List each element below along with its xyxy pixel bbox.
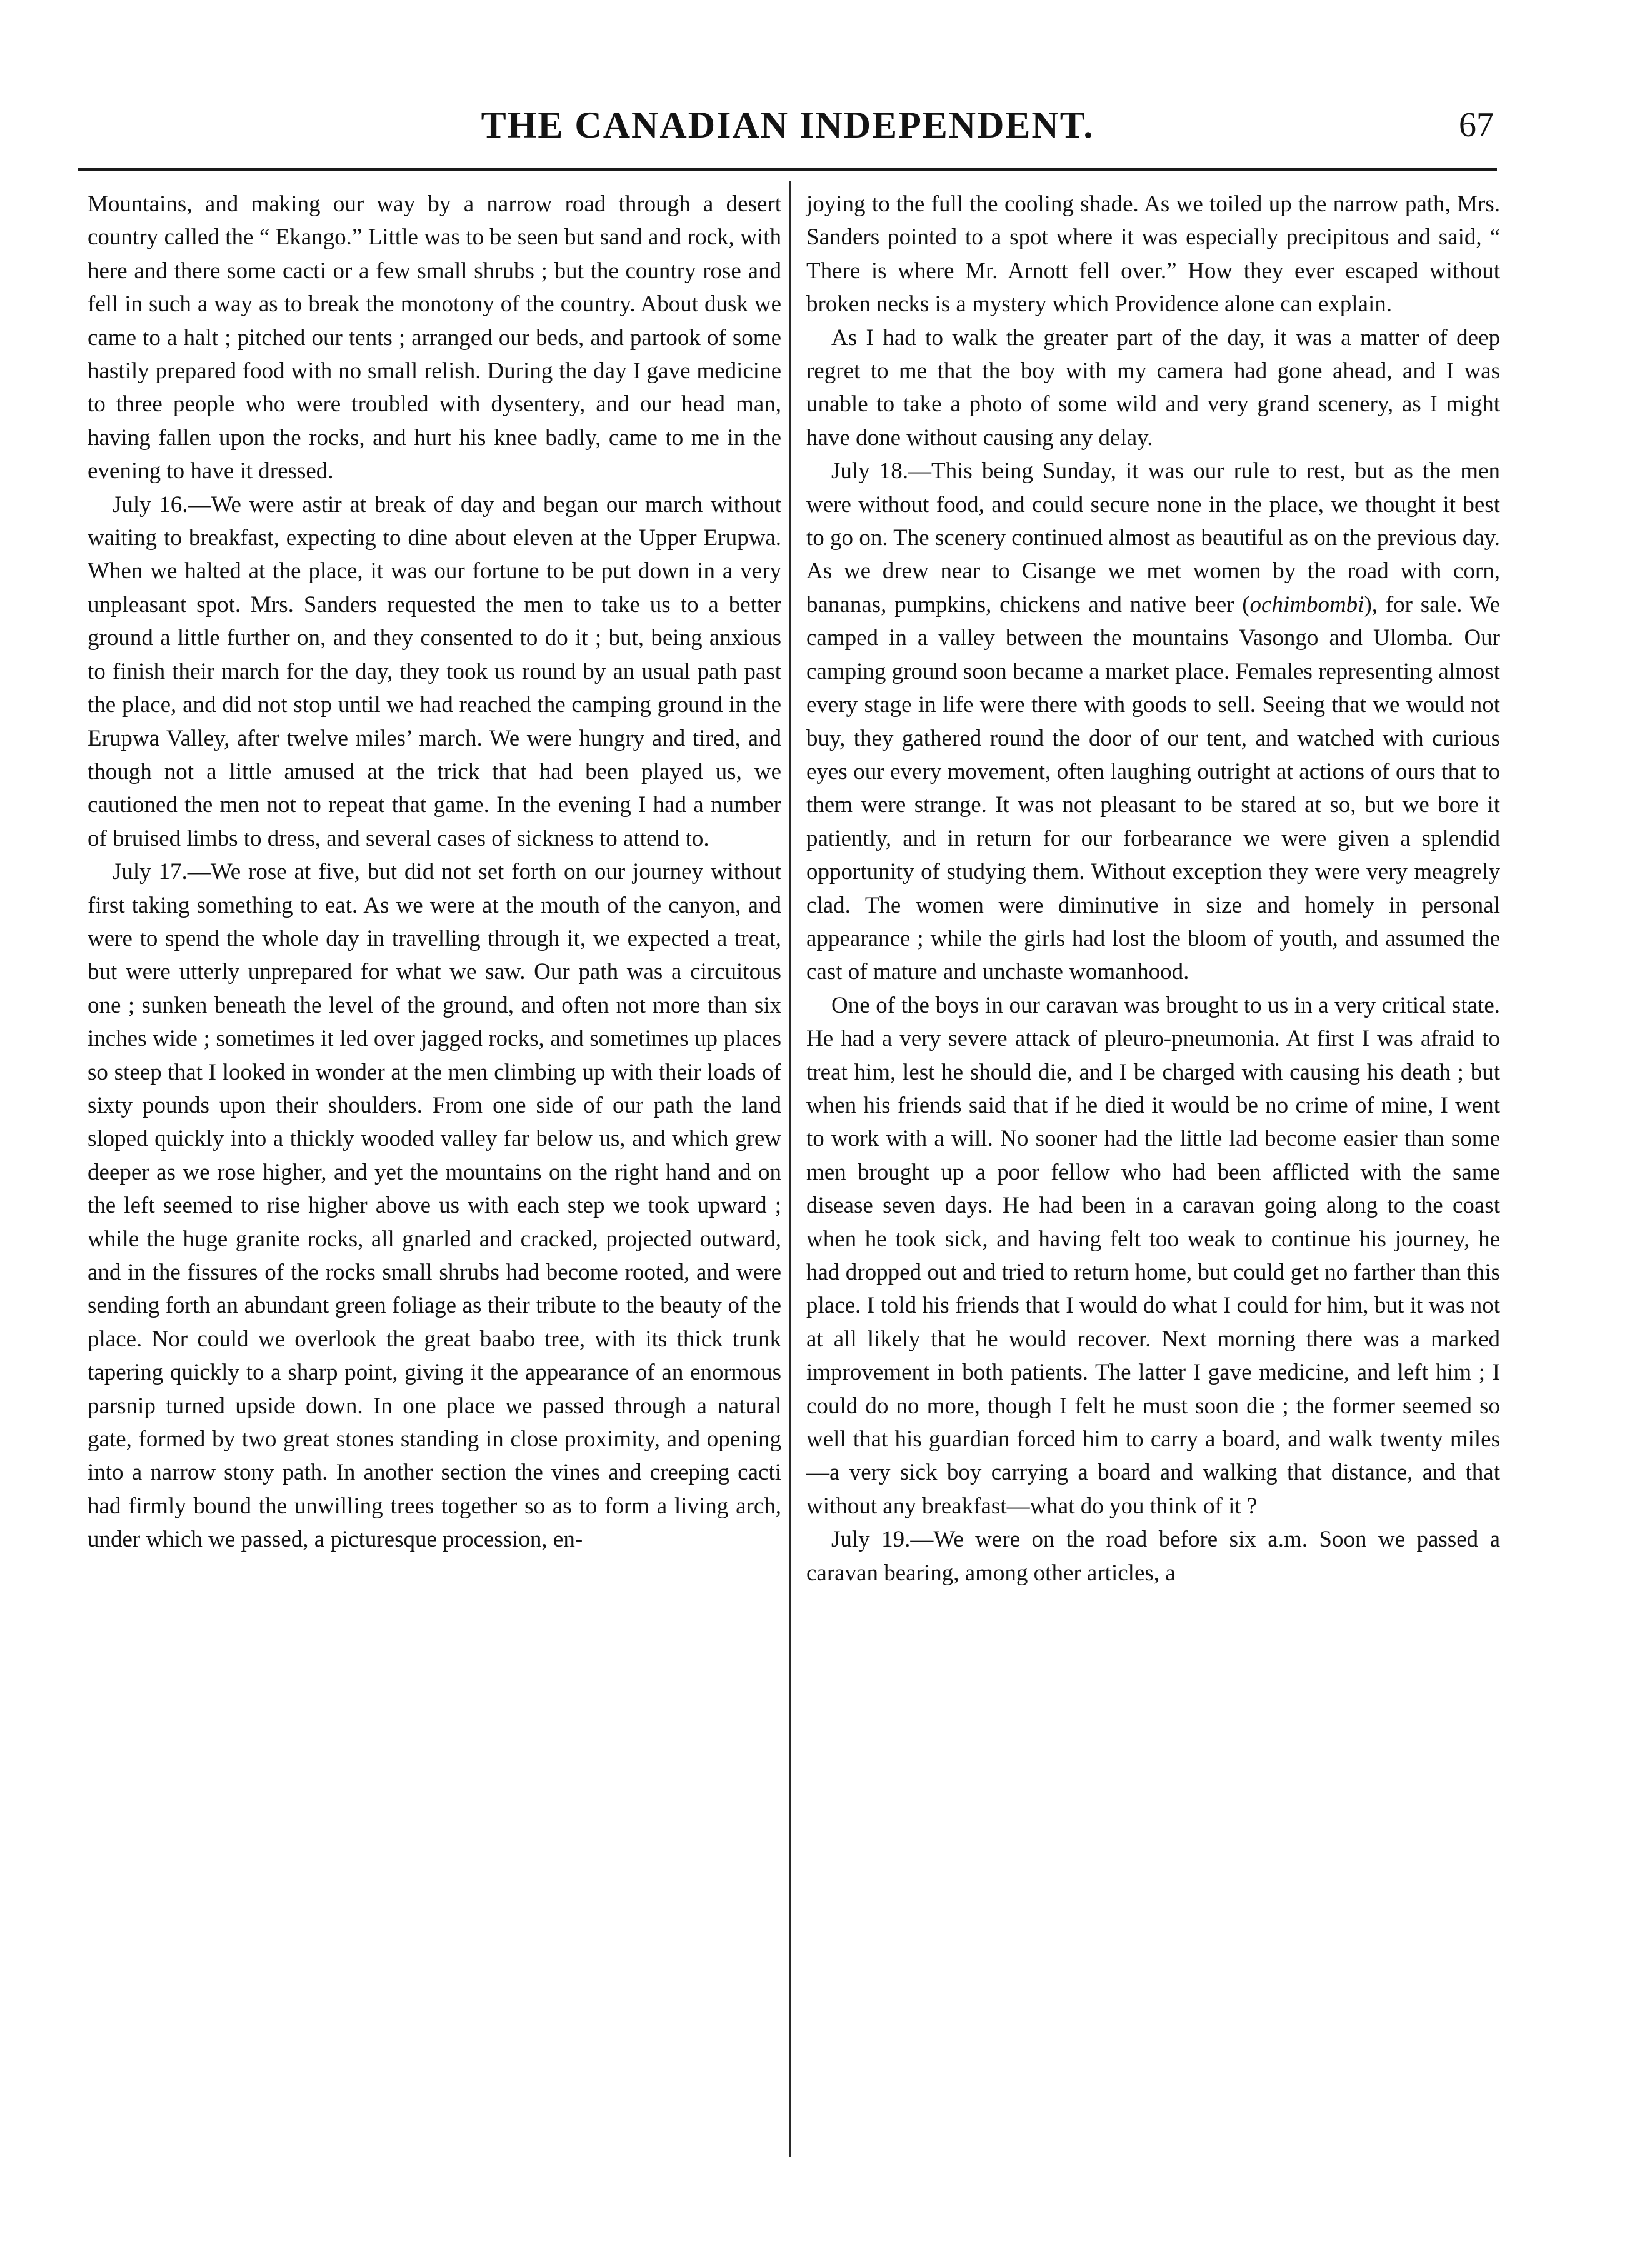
paragraph-july-18 bbox=[806, 454, 1500, 989]
page-number: 67 bbox=[1459, 106, 1494, 144]
paragraph-shade: joying to the full the cooling shade. As we toiled up the narrow path, Mrs. Sanders pointed to a spot where it was especially precipitous and said, “ There is where Mr. Arnott fell over.” How they ever escaped without broken necks is a mystery which Providence alone can explain. bbox=[806, 191, 1500, 318]
paragraph-continued: Mountains, and making our way by a narrow road through a desert country called the “ Ekango.” Little was to be seen but sand and rock, with here and there some cacti or a few small shrubs ; but the country rose and fell in such a way as to break the monotony of the country. About dusk we came to a halt ; pitched our tents ; arranged our beds, and partook of some hastily prepared food with no small relish. During the day I gave medicine to three people who were troubled with dysentery, and our head man, having fallen upon the rocks, and hurt his knee badly, came to me in the evening to have it dressed. bbox=[88, 191, 781, 484]
masthead-title: THE CANADIAN INDEPENDENT. bbox=[481, 104, 1094, 146]
paragraph-camera: As I had to walk the greater part of the day, it was a matter of deep regret to me that the boy with my camera had gone ahead, and I was unable to take a photo of some wild and very grand scenery, as I might have done without causing any delay. bbox=[806, 324, 1500, 451]
right-column bbox=[806, 188, 1500, 1590]
july-18-text-b: ), for sale. We camped in a valley between the mountains Vasongo and Ulomba. Our camping ground soon became a market place. Females representing almost every stage in life were there with goods to sell. Seeing that we would not buy, they gathered round the door of our tent, and watched with curious eyes our every movement, often laughing outright at actions of ours that to them were strange. It was not pleasant to be stared at so, but we bore it patiently, and in return for our forbearance we were given a splendid opportunity of studying them. Without exception they were very meagrely clad. The women were diminutive in size and homely in personal appearance ; while the girls had lost the bloom of youth, and assumed the cast of mature and unchaste womanhood. bbox=[806, 591, 1500, 985]
paragraph-july-16: July 16.—We were astir at break of day and began our march without waiting to breakfast, expecting to dine about eleven at the Upper Erupwa. When we halted at the place, it was our fortune to be put down in a very unpleasant spot. Mrs. Sanders requested the men to take us to a better ground a little further on, and they consented to do it ; but, being anxious to finish their march for the day, they took us round by an usual path past the place, and did not stop until we had reached the camping ground in the Erupwa Valley, after twelve miles’ march. We were hungry and tired, and though not a little amused at the trick that had been played us, we cautioned the men not to repeat that game. In the evening I had a number of bruised limbs to dress, and several cases of sickness to attend to. bbox=[88, 491, 781, 851]
july-18-text-a: July 18.—This being Sunday, it was our rule to rest, but as the men were without food, and could secure none in the place, we thought it best to go on. The scenery continued almost as beautiful as on the previous day. As we drew near to Cisange we met women by the road with corn, bananas, pumpkins, chickens and native beer ( bbox=[806, 458, 1500, 618]
paragraph-caravan-boys: One of the boys in our caravan was brought to us in a very critical state. He had a very severe attack of pleuro-pneumonia. At first I was afraid to treat him, lest he should die, and I be charged with causing his death ; but when his friends said that if he died it would be no crime of mine, I went to work with a will. No sooner had the little lad become easier than some men brought up a poor fellow who had been afflicted with the same disease seven days. He had been in a caravan going along to the coast when he took sick, and having felt too weak to continue his journey, he had dropped out and tried to return home, but could get no farther than this place. I told his friends that I would do what I could for him, but it was not at all likely that he would recover. Next morning there was a marked improvement in both patients. The latter I gave medicine, and left him ; I could do no more, though I felt he must soon die ; the former seemed so well that his guardian forced him to carry a board, and walk twenty miles—a very sick boy carrying a board and walking that distance, and that without any breakfast—what do you think of it ? bbox=[806, 992, 1500, 1519]
native-beer-term: ochimbombi bbox=[1249, 591, 1364, 618]
header-rule bbox=[78, 168, 1497, 171]
paragraph-july-17: July 17.—We rose at five, but did not set forth on our journey without first taking something to eat. As we were at the mouth of the canyon, and were to spend the whole day in travelling through it, we expected a treat, but were utterly unprepared for what we saw. Our path was a circuitous one ; sunken beneath the level of the ground, and often not more than six inches wide ; sometimes it led over jagged rocks, and sometimes up places so steep that I looked in wonder at the men climbing up with their loads of sixty pounds upon their shoulders. From one side of our path the land sloped quickly into a thickly wooded valley far below us, and which grew deeper as we rose higher, and yet the mountains on the right hand and on the left seemed to rise higher above us with each step we took upward ; while the huge granite rocks, all gnarled and cracked, projected outward, and in the fissures of the rocks small shrubs had become rooted, and were sending forth an abundant green foliage as their tribute to the beauty of the place. Nor could we overlook the great baabo tree, with its thick trunk tapering quickly to a sharp point, giving it the appearance of an enormous parsnip turned upside down. In one place we passed through a natural gate, formed by two great stones standing in close proximity, and opening into a narrow stony path. In another section the vines and creeping cacti had firmly bound the unwilling trees together so as to form a living arch, under which we passed, a picturesque procession, en- bbox=[88, 859, 781, 1553]
paragraph-july-19: July 19.—We were on the road before six a.m. Soon we passed a caravan bearing, among other articles, a bbox=[806, 1527, 1500, 1586]
page-header bbox=[81, 94, 1494, 156]
column-divider bbox=[789, 181, 791, 2157]
left-column bbox=[88, 188, 781, 1557]
